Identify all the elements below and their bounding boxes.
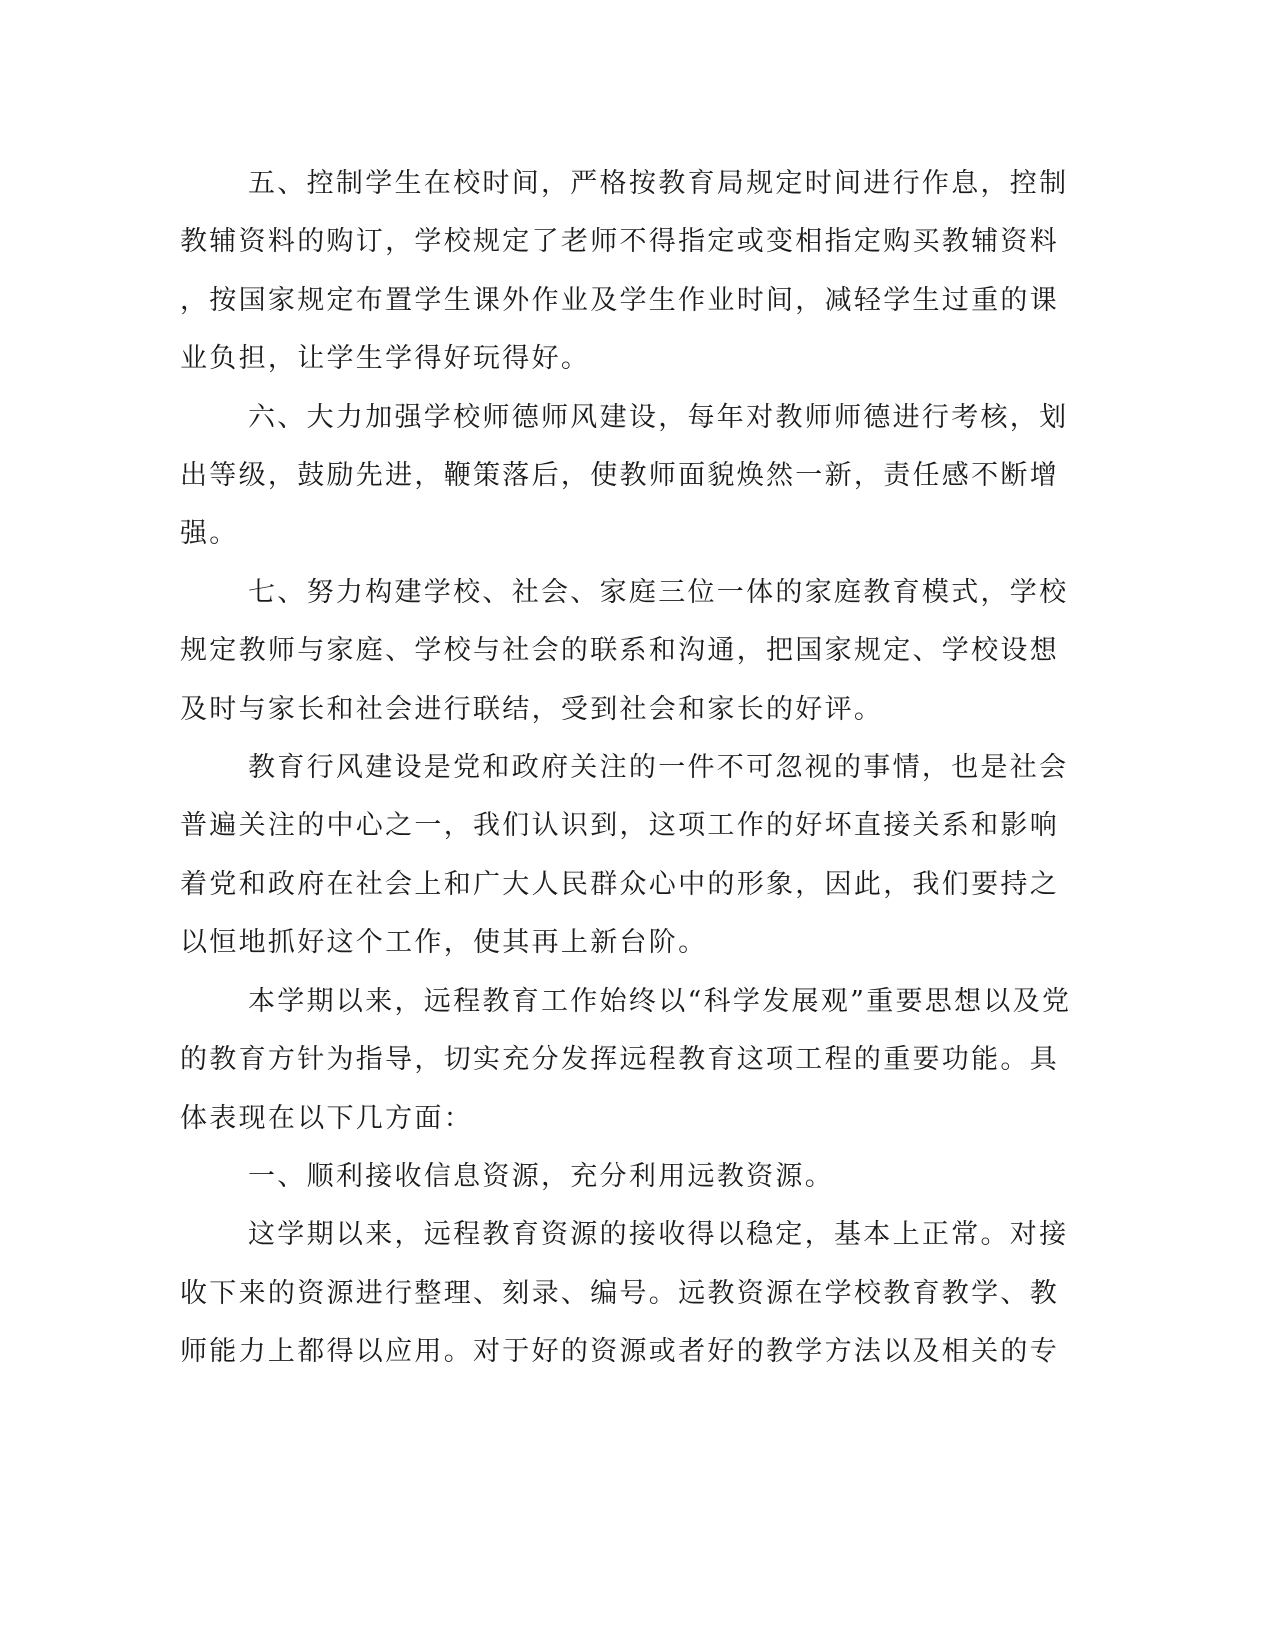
text-line: 以恒地抓好这个工作，使其再上新台阶。 [180,927,708,959]
text-line: 五、控制学生在校时间，严格按教育局规定时间进行作息，控制 [248,168,1069,199]
paragraph-conduct-summary [180,739,1069,973]
text-line: 着党和政府在社会上和广大人民群众心中的形象，因此，我们要持之 [180,868,1059,900]
text-line: 业负担，让学生学得好玩得好。 [180,343,591,375]
text-line: 及时与家长和社会进行联结，受到社会和家长的好评。 [180,693,884,725]
text-line: 七、努力构建学校、社会、家庭三位一体的家庭教育模式，学校 [248,576,1069,608]
text-line: 体表现在以下几方面： [180,1102,473,1134]
paragraph-resource-reception [180,1206,1069,1381]
document-body [180,155,1072,1382]
text-line: 师能力上都得以应用。对于好的资源或者好的教学方法以及相关的专 [180,1336,1059,1368]
text-line: 教育行风建设是党和政府关注的一件不可忽视的事情，也是社会 [248,752,1069,784]
paragraph-five [180,155,1069,389]
text-line: ，按国家规定布置学生课外作业及学生作业时间，减轻学生过重的课 [180,284,1059,316]
text-line: 强。 [180,518,239,550]
paragraph-remote-education-intro [180,973,1072,1148]
text-line: 规定教师与家庭、学校与社会的联系和沟通，把国家规定、学校设想 [180,635,1059,667]
text-line: 六、大力加强学校师德师风建设，每年对教师师德进行考核，划 [248,401,1069,433]
text-line: 这学期以来，远程教育资源的接收得以稳定，基本上正常。对接 [248,1219,1069,1251]
text-line: 教辅资料的购订，学校规定了老师不得指定或变相指定购买教辅资料 [180,226,1059,258]
paragraph-section-one-heading [180,1148,1040,1206]
text-line: 收下来的资源进行整理、刻录、编号。远教资源在学校教育教学、教 [180,1277,1059,1309]
text-line: 的教育方针为指导，切实充分发挥远程教育这项工程的重要功能。具 [180,1044,1059,1076]
text-line: 普遍关注的中心之一，我们认识到，这项工作的好坏直接关系和影响 [180,810,1059,842]
text-line: 出等级，鼓励先进，鞭策落后，使教师面貌焕然一新，责任感不断增 [180,460,1059,492]
text-line: 本学期以来，远程教育工作始终以“科学发展观”重要思想以及党 [248,985,1072,1017]
text-line: 一、顺利接收信息资源，充分利用远教资源。 [248,1160,834,1192]
paragraph-seven [180,564,1069,739]
paragraph-six [180,389,1069,564]
